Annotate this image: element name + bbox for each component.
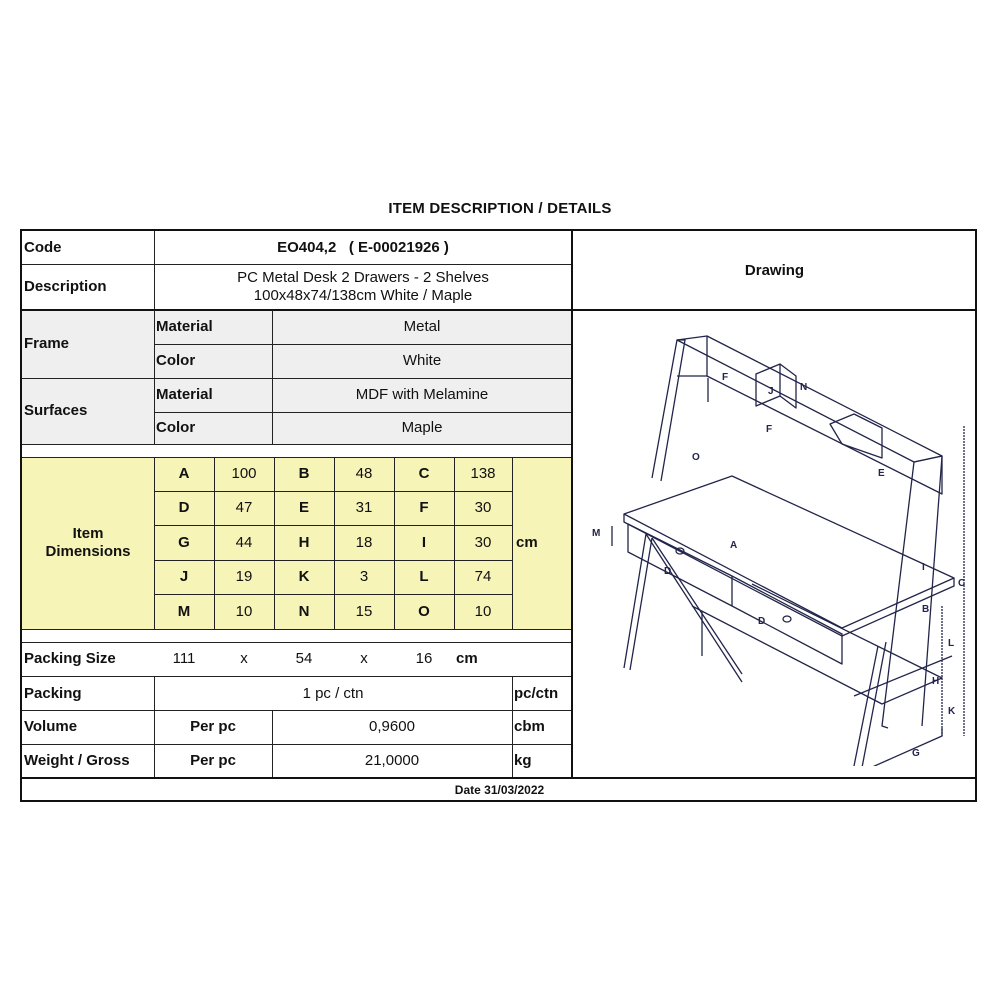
dimension-value: 74 [474, 568, 492, 585]
rule [22, 710, 572, 711]
description-label: Description [24, 278, 107, 295]
volume-value: 0,9600 [369, 718, 415, 735]
dimensions-label [22, 457, 154, 629]
rule [22, 777, 977, 779]
drawing-letter-g: G [912, 748, 920, 759]
dimension-key: F [419, 499, 429, 516]
surfaces-material-value: MDF with Melamine [355, 386, 489, 403]
frame-color-value: White [402, 352, 442, 369]
rule [22, 264, 572, 265]
rule [512, 676, 513, 777]
dimensions-label-line-2: Dimensions [45, 543, 131, 560]
dimension-value: 48 [355, 465, 373, 482]
rule [22, 744, 572, 745]
drawing-label: Drawing [744, 261, 805, 279]
dimension-key: J [179, 568, 189, 585]
dimension-value: 31 [355, 499, 373, 516]
rule [154, 310, 155, 444]
drawing-letter-d: D [664, 566, 672, 577]
drawing-letter-c: C [958, 578, 966, 589]
dimension-value: 10 [235, 602, 253, 620]
surfaces-material-label: Material [156, 386, 213, 403]
code-value: EO404,2 ( E-00021926 ) [277, 238, 449, 256]
packing-value: 1 pc / ctn [302, 684, 364, 702]
dimension-value: 30 [474, 499, 492, 516]
spec-sheet [20, 229, 977, 802]
drawing-letter-h: H [932, 676, 940, 687]
document-title: ITEM DESCRIPTION / DETAILS [388, 200, 612, 217]
dimension-value: 10 [474, 602, 492, 620]
drawing-letter-a: A [730, 540, 738, 551]
code-label: Code [24, 238, 62, 256]
packing-size-x-1: x [240, 649, 248, 667]
frame-material-value: Metal [403, 318, 441, 335]
volume-unit: cbm [514, 718, 545, 735]
drawing-letter-e: E [878, 468, 885, 479]
drawing-letter-f-2: F [766, 424, 773, 435]
drawing-letter-f: F [722, 372, 729, 383]
drawing-letter-k: K [948, 706, 956, 717]
description-line-1: PC Metal Desk 2 Drawers - 2 Shelves [237, 269, 489, 286]
dimension-value: 138 [470, 465, 496, 482]
dimension-key: D [178, 499, 190, 516]
rule [22, 629, 572, 630]
dimension-value: 3 [359, 568, 369, 585]
desk-drawing [582, 316, 970, 766]
rule [22, 642, 572, 643]
surfaces-label: Surfaces [24, 402, 88, 419]
packing-size-width: 54 [295, 649, 313, 667]
rule [512, 457, 513, 629]
rule [22, 378, 572, 379]
dimension-value: 44 [235, 533, 253, 551]
dimension-value: 47 [235, 499, 253, 516]
weight-unit: kg [514, 752, 532, 769]
rule [154, 412, 572, 413]
drawing-letter-i: I [922, 562, 925, 573]
dimensions-unit: cm [516, 534, 538, 551]
dimension-key: C [418, 465, 430, 482]
weight-per: Per pc [190, 752, 236, 769]
packing-size-unit: cm [456, 649, 478, 667]
description-line-2: 100x48x74/138cm White / Maple [253, 287, 473, 304]
surfaces-color-label: Color [156, 419, 196, 436]
dimension-value: 15 [355, 602, 373, 620]
dimensions-label-line-1: Item [72, 525, 104, 542]
volume-label: Volume [24, 718, 78, 735]
drawing-letter-b: B [922, 604, 930, 615]
frame-label: Frame [24, 335, 70, 352]
rule [22, 309, 977, 311]
dimension-value: 30 [474, 533, 492, 551]
rule [571, 231, 573, 777]
dimension-key: N [298, 602, 310, 620]
dimension-key: I [421, 533, 427, 551]
dimension-value: 18 [355, 533, 373, 551]
dimension-value: 100 [231, 465, 257, 482]
drawing-letter-m: M [592, 528, 601, 539]
date-footer: Date 31/03/2022 [454, 782, 545, 797]
rule [272, 710, 273, 777]
dimension-key: G [178, 533, 190, 551]
packing-unit: pc/ctn [514, 684, 559, 702]
packing-label: Packing [24, 684, 82, 702]
weight-value: 21,0000 [364, 752, 420, 769]
dimension-key: E [298, 499, 309, 516]
rule [22, 444, 572, 445]
drawing-letter-l: L [948, 638, 955, 649]
dimension-key: H [298, 533, 310, 551]
dimension-key: A [178, 465, 190, 482]
rule [154, 676, 155, 777]
description-value [154, 264, 572, 310]
dimension-key: L [419, 568, 429, 585]
dimension-key: M [177, 602, 191, 620]
packing-size-height: 16 [415, 649, 433, 667]
rule [272, 310, 273, 444]
packing-size-x-2: x [360, 649, 368, 667]
rule [154, 231, 155, 309]
packing-size-label: Packing Size [24, 649, 116, 667]
drawing-letter-n: N [800, 382, 808, 393]
rule [22, 676, 572, 677]
drawing-letter-o: O [692, 452, 700, 463]
frame-color-label: Color [156, 352, 196, 369]
dimension-key: B [298, 465, 310, 482]
dimension-key: K [298, 568, 310, 585]
frame-material-label: Material [156, 318, 213, 335]
packing-size-length: 111 [172, 649, 196, 667]
dimension-key: O [418, 602, 430, 620]
rule [154, 344, 572, 345]
drawing-letter-j: J [768, 386, 774, 397]
drawing-letter-d-2: D [758, 616, 766, 627]
surfaces-color-value: Maple [401, 419, 443, 436]
dimension-value: 19 [235, 568, 253, 585]
weight-label: Weight / Gross [24, 752, 130, 769]
volume-per: Per pc [190, 718, 236, 735]
